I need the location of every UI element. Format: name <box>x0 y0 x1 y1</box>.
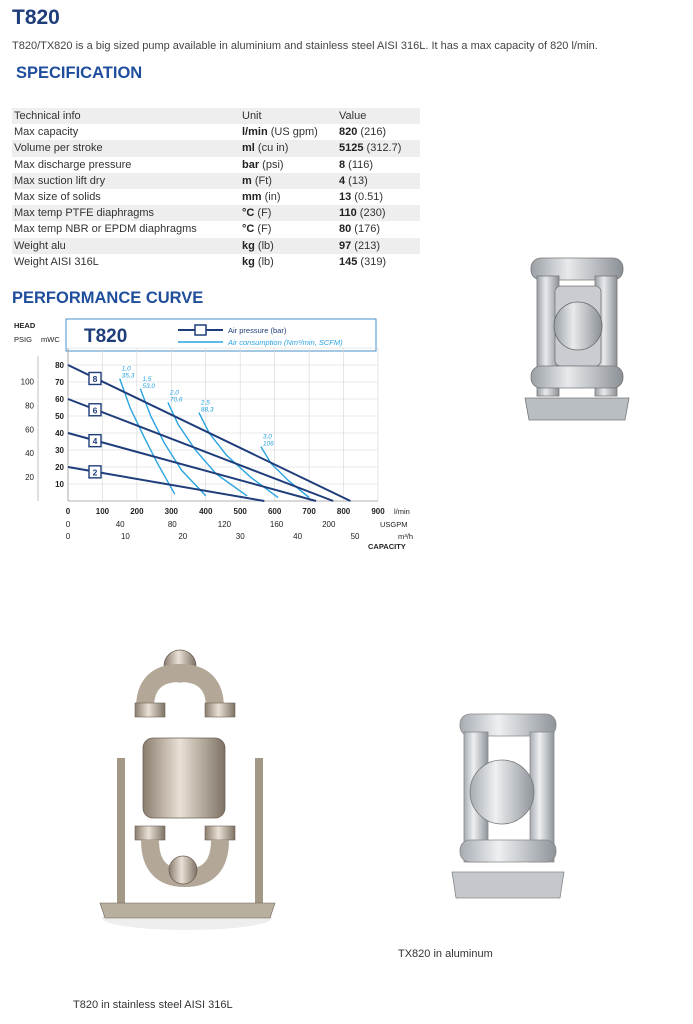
x-unit-lmin: l/min <box>394 507 410 516</box>
consumption-label: 106 <box>262 440 274 448</box>
x-tick-lmin: 200 <box>130 507 144 516</box>
y-tick-mwc: 80 <box>55 361 64 370</box>
x-tick-m3h: 40 <box>293 532 303 541</box>
x-tick-lmin: 0 <box>65 507 71 516</box>
x-tick-m3h: 50 <box>350 532 360 541</box>
spec-unit <box>242 124 339 140</box>
x-tick-usgpm: 40 <box>115 520 125 529</box>
specification-heading: SPECIFICATION <box>16 64 143 82</box>
pump-photo-aluminium <box>442 710 572 910</box>
pressure-marker-label: 2 <box>92 467 98 478</box>
spec-unit-main: bar <box>242 158 260 171</box>
spec-info: Max size of solids <box>12 189 242 205</box>
pressure-marker-label: 4 <box>92 436 98 447</box>
spec-row <box>12 221 420 237</box>
y-tick-mwc: 50 <box>55 412 64 421</box>
spec-info: Weight AISI 316L <box>12 254 242 270</box>
y-tick-psig: 80 <box>25 401 34 411</box>
spec-value-main: 820 <box>339 126 358 139</box>
spec-unit-main: ml <box>242 142 255 155</box>
spec-value-main: 8 <box>339 158 346 171</box>
spec-value <box>339 140 420 156</box>
spec-row <box>12 173 420 189</box>
legend-pressure-label: Air pressure (bar) <box>228 326 287 335</box>
spec-value <box>339 189 420 205</box>
x-tick-lmin: 300 <box>164 507 179 516</box>
spec-unit-main: °C <box>242 207 255 220</box>
y-tick-mwc: 70 <box>55 378 64 387</box>
consumption-label: 2,5 <box>200 399 210 407</box>
consumption-label: 1,0 <box>121 365 131 373</box>
spec-unit <box>242 238 339 254</box>
caption-aluminum: TX820 in aluminum <box>398 948 493 960</box>
page-title: T820 <box>12 6 60 29</box>
consumption-label: 53,0 <box>142 382 155 390</box>
spec-unit-main: kg <box>242 255 255 268</box>
y-tick-psig: 60 <box>25 425 34 435</box>
spec-row <box>12 205 420 221</box>
x-tick-m3h: 30 <box>235 532 245 541</box>
spec-header-cell: Technical info <box>12 108 242 124</box>
spec-value-alt: (0.51) <box>351 191 384 204</box>
intro-text: T820/TX820 is a big sized pump available in aluminium and stainless steel AISI 316L. It has a max capacity of 820 l/min. <box>12 40 598 52</box>
spec-table <box>12 108 420 270</box>
spec-unit <box>242 140 339 156</box>
legend-consumption-label: Air consumption (Nm³/min, SCFM) <box>228 338 343 347</box>
x-tick-lmin: 500 <box>233 507 247 516</box>
y-tick-psig: 100 <box>20 377 34 387</box>
x-tick-m3h: 20 <box>178 532 188 541</box>
spec-value-main: 13 <box>339 191 352 204</box>
chart-title: T820 <box>84 326 128 347</box>
spec-unit-main: kg <box>242 239 255 252</box>
y-tick-mwc: 10 <box>55 480 64 489</box>
spec-value-alt: (213) <box>351 239 380 252</box>
spec-row <box>12 238 420 254</box>
spec-value-main: 97 <box>339 239 352 252</box>
spec-info: Volume per stroke <box>12 140 242 156</box>
y-tick-mwc: 40 <box>55 429 64 438</box>
spec-value-alt: (176) <box>351 223 380 236</box>
spec-unit <box>242 254 339 270</box>
spec-value <box>339 254 420 270</box>
y-axis-head-label: HEAD <box>14 321 36 330</box>
performance-chart <box>8 316 428 554</box>
spec-unit-alt: (F) <box>254 207 272 220</box>
pump-photo-stainless <box>95 648 280 933</box>
x-tick-usgpm: 200 <box>322 520 336 529</box>
pump-photo-aluminium-top <box>517 248 637 428</box>
spec-value-main: 5125 <box>339 142 364 155</box>
x-tick-lmin: 400 <box>199 507 213 516</box>
spec-unit-alt: (lb) <box>254 239 274 252</box>
spec-info: Max temp PTFE diaphragms <box>12 205 242 221</box>
spec-unit-alt: (in) <box>261 191 281 204</box>
legend-pressure-marker <box>195 325 206 335</box>
x-unit-m3h: m³/h <box>398 532 413 541</box>
spec-value-alt: (116) <box>345 158 374 171</box>
spec-unit <box>242 205 339 221</box>
spec-value <box>339 157 420 173</box>
x-tick-m3h: 0 <box>65 532 71 541</box>
spec-value-alt: (216) <box>357 126 387 139</box>
spec-value-main: 145 <box>339 255 358 268</box>
spec-value <box>339 238 420 254</box>
spec-unit-alt: (F) <box>254 223 272 236</box>
spec-value-alt: (312.7) <box>363 142 402 155</box>
pressure-marker-label: 6 <box>92 405 98 416</box>
spec-unit-main: m <box>242 174 252 187</box>
spec-unit-alt: (US gpm) <box>267 126 318 139</box>
consumption-label: 35,3 <box>121 372 135 380</box>
spec-value <box>339 124 420 140</box>
consumption-label: 1,5 <box>142 375 152 383</box>
consumption-label: 2,0 <box>169 389 179 397</box>
x-axis-capacity-label: CAPACITY <box>368 542 406 551</box>
x-tick-lmin: 800 <box>336 507 351 516</box>
consumption-label: 70,6 <box>169 396 183 404</box>
spec-row <box>12 124 420 140</box>
spec-value <box>339 205 420 221</box>
spec-value-alt: (230) <box>356 207 386 220</box>
spec-value-main: 80 <box>339 223 352 236</box>
spec-row <box>12 140 420 156</box>
y-tick-psig: 20 <box>25 473 34 483</box>
spec-row <box>12 254 420 270</box>
x-tick-usgpm: 160 <box>269 520 284 529</box>
x-tick-lmin: 900 <box>371 507 385 516</box>
spec-info: Max suction lift dry <box>12 173 242 189</box>
spec-info: Max capacity <box>12 124 242 140</box>
spec-info: Weight alu <box>12 238 242 254</box>
y-tick-mwc: 30 <box>55 446 64 455</box>
spec-unit-alt: (psi) <box>259 158 284 171</box>
spec-unit-alt: (Ft) <box>251 174 272 187</box>
spec-unit <box>242 157 339 173</box>
x-tick-lmin: 700 <box>302 507 316 516</box>
spec-value-alt: (13) <box>345 174 368 187</box>
y-tick-mwc: 60 <box>55 395 64 404</box>
caption-stainless: T820 in stainless steel AISI 316L <box>73 999 233 1011</box>
x-unit-usgpm: USGPM <box>380 520 408 529</box>
spec-value-main: 110 <box>339 207 357 220</box>
spec-row <box>12 189 420 205</box>
spec-row <box>12 157 420 173</box>
spec-unit-alt: (cu in) <box>254 142 289 155</box>
y-unit-psig: PSIG <box>14 335 32 344</box>
spec-unit-main: l/min <box>242 126 268 139</box>
x-tick-usgpm: 80 <box>167 520 177 529</box>
x-tick-lmin: 600 <box>267 507 282 516</box>
spec-info: Max discharge pressure <box>12 157 242 173</box>
y-tick-psig: 40 <box>25 449 34 459</box>
y-tick-mwc: 20 <box>55 463 64 472</box>
spec-value-main: 4 <box>339 174 346 187</box>
spec-value <box>339 221 420 237</box>
x-tick-lmin: 100 <box>95 507 110 516</box>
spec-unit <box>242 221 339 237</box>
y-unit-mwc: mWC <box>41 335 60 344</box>
spec-unit <box>242 189 339 205</box>
x-tick-usgpm: 0 <box>65 520 71 529</box>
x-tick-usgpm: 120 <box>217 520 232 529</box>
spec-header-row <box>12 108 420 124</box>
spec-value <box>339 173 420 189</box>
spec-header-cell: Unit <box>242 108 339 124</box>
spec-value-alt: (319) <box>357 255 387 268</box>
performance-heading: PERFORMANCE CURVE <box>12 289 204 307</box>
spec-unit <box>242 173 339 189</box>
spec-unit-alt: (lb) <box>254 255 274 268</box>
spec-unit-main: mm <box>242 191 262 204</box>
consumption-label: 88,3 <box>200 406 214 414</box>
spec-info: Max temp NBR or EPDM diaphragms <box>12 221 242 237</box>
spec-unit-main: °C <box>242 223 255 236</box>
spec-header-cell: Value <box>339 108 420 124</box>
consumption-label: 3,0 <box>262 433 272 441</box>
pressure-marker-label: 8 <box>92 373 98 384</box>
x-tick-m3h: 10 <box>120 532 130 541</box>
